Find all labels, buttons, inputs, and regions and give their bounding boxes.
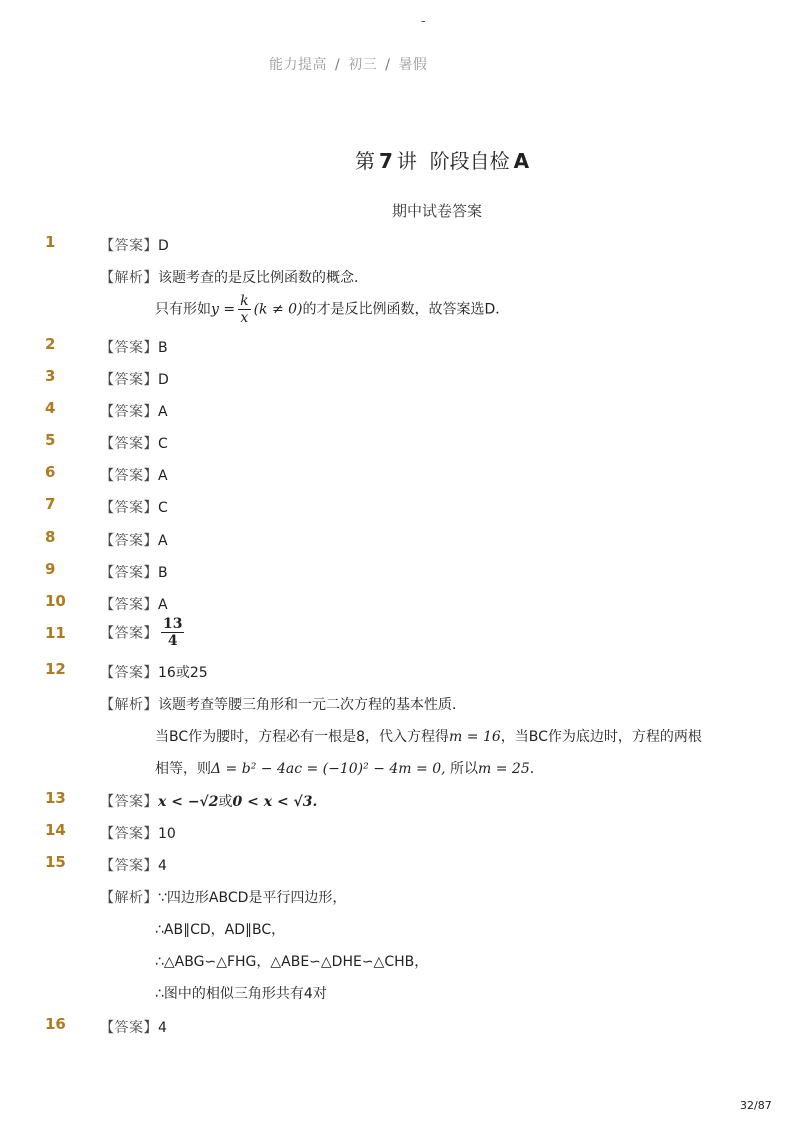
- bracket: 【: [100, 372, 115, 388]
- subtitle: 期中试卷答案: [392, 202, 483, 220]
- title-prefix: 第: [355, 149, 375, 173]
- fraction: [238, 293, 250, 326]
- bracket: 】: [143, 794, 158, 810]
- answer-row: [100, 465, 168, 485]
- answer-tag: [100, 404, 158, 420]
- bracket: 【: [100, 665, 115, 681]
- answer-row: [100, 401, 168, 421]
- answer-row: [100, 594, 168, 614]
- answer-value: D: [158, 238, 169, 254]
- analysis-text: ∵四边形ABCD是平行四边形，: [158, 890, 347, 906]
- bracket: 】: [143, 533, 158, 549]
- breadcrumb-separator: /: [385, 57, 391, 73]
- answer-label: 答案: [114, 625, 144, 642]
- answer-value: D: [158, 372, 169, 388]
- bracket: 】: [143, 468, 158, 484]
- bracket: 】: [143, 697, 158, 713]
- answer-value: 4: [158, 858, 167, 874]
- bracket: 【: [100, 858, 115, 874]
- answer-row: [100, 662, 208, 682]
- bracket: 【: [100, 697, 115, 713]
- bracket: 【: [100, 404, 115, 420]
- analysis-label: 解析: [114, 890, 144, 906]
- analysis-row: [100, 267, 368, 287]
- answer-row: [100, 855, 167, 875]
- text: 的才是反比例函数，故答案选D．: [302, 301, 510, 318]
- answer-row: [100, 337, 168, 357]
- math: m = 16: [449, 729, 501, 745]
- breadcrumb-item: 初三: [348, 57, 378, 73]
- analysis-line: [155, 293, 509, 326]
- answer-value: A: [158, 597, 168, 613]
- answer-tag: [100, 468, 158, 484]
- title-text: 阶段自检: [429, 149, 510, 173]
- text: 或: [218, 794, 233, 810]
- answer-row: [100, 433, 168, 453]
- answer-label: 答案: [114, 500, 144, 516]
- analysis-line: [155, 758, 544, 778]
- bracket: 】: [143, 270, 158, 286]
- answer-tag: [100, 597, 158, 613]
- answer-label: 答案: [114, 238, 144, 254]
- bracket: 【: [100, 1020, 115, 1036]
- bracket: 】: [143, 826, 158, 842]
- bracket: 】: [143, 1020, 158, 1036]
- question-number: 3: [45, 367, 56, 385]
- answer-tag: [100, 533, 158, 549]
- analysis-tag: [100, 697, 158, 713]
- answer-label: 答案: [114, 436, 144, 452]
- question-number: 14: [45, 821, 66, 839]
- frac-denominator: x: [240, 310, 249, 327]
- answer-label: 答案: [114, 826, 144, 842]
- answer-tag: [100, 826, 158, 842]
- math: m = 25: [478, 761, 530, 777]
- answer-label: 答案: [114, 1020, 144, 1036]
- answer-row: [100, 823, 176, 843]
- answer-label: 答案: [114, 565, 144, 581]
- answer-label: 答案: [114, 597, 144, 613]
- answer-label: 答案: [114, 533, 144, 549]
- answer-tag: [100, 565, 158, 581]
- analysis-text: 该题考查等腰三角形和一元二次方程的基本性质．: [158, 697, 466, 713]
- bracket: 【: [100, 625, 115, 642]
- question-number: 7: [45, 495, 56, 513]
- answer-tag: [100, 626, 158, 642]
- answer-value: B: [158, 565, 168, 581]
- text: 当BC作为腰时，方程必有一根是8，代入方程得: [155, 729, 450, 745]
- answer-label: 答案: [114, 404, 144, 420]
- bracket: 【: [100, 238, 115, 254]
- text: 相等，则: [155, 761, 211, 777]
- bracket: 】: [143, 500, 158, 516]
- bracket: 】: [143, 625, 158, 642]
- frac-numerator: 13: [163, 616, 183, 632]
- answer-label: 答案: [114, 468, 144, 484]
- analysis-line: [155, 726, 702, 746]
- answer-value: C: [158, 436, 168, 452]
- bracket: 【: [100, 826, 115, 842]
- bracket: 】: [143, 372, 158, 388]
- answer-value: C: [158, 500, 168, 516]
- question-number: 6: [45, 463, 56, 481]
- math: x < −√2: [158, 794, 219, 810]
- question-number: 16: [45, 1015, 66, 1033]
- question-number: 11: [45, 624, 66, 642]
- answer-row: [100, 530, 168, 550]
- analysis-line: ∴AB∥CD，AD∥BC，: [155, 922, 286, 938]
- answer-row: [100, 235, 169, 255]
- answer-label: 答案: [114, 372, 144, 388]
- answer-value: A: [158, 404, 168, 420]
- bracket: 】: [143, 238, 158, 254]
- answer-tag: [100, 372, 158, 388]
- question-number: 15: [45, 853, 66, 871]
- answer-tag: [100, 794, 158, 810]
- answer-tag: [100, 436, 158, 452]
- text: 只有形如: [155, 301, 211, 318]
- bracket: 【: [100, 533, 115, 549]
- text: ，当BC作为底边时，方程的两根: [500, 729, 702, 745]
- question-number: 9: [45, 560, 56, 578]
- bracket: 【: [100, 468, 115, 484]
- question-number: 2: [45, 335, 56, 353]
- question-number: 4: [45, 399, 56, 417]
- answer-value: 10: [158, 826, 176, 842]
- question-number: 13: [45, 789, 66, 807]
- math: 0 < x < √3.: [232, 794, 318, 810]
- bracket: 【: [100, 500, 115, 516]
- title-suffix: A: [513, 149, 530, 173]
- text: 所以: [445, 761, 479, 777]
- question-number: 10: [45, 592, 66, 610]
- bracket: 【: [100, 597, 115, 613]
- question-number: 12: [45, 660, 66, 678]
- answer-label: 答案: [114, 794, 144, 810]
- question-number: 5: [45, 431, 56, 449]
- answer-label: 答案: [114, 858, 144, 874]
- analysis-label: 解析: [114, 270, 144, 286]
- bracket: 【: [100, 890, 115, 906]
- analysis-tag: [100, 270, 158, 286]
- answer-value: A: [158, 468, 168, 484]
- breadcrumb: [269, 54, 427, 74]
- analysis-text: 该题考查的是反比例函数的概念．: [158, 270, 368, 286]
- answer-tag: [100, 665, 158, 681]
- answer-row: [100, 616, 187, 649]
- page-title: [355, 145, 533, 174]
- bracket: 】: [143, 597, 158, 613]
- answer-value: B: [158, 340, 168, 356]
- math: (k ≠ 0): [253, 301, 303, 318]
- analysis-label: 解析: [114, 697, 144, 713]
- bracket: 】: [143, 565, 158, 581]
- page-number: 32/87: [740, 1099, 772, 1112]
- bracket: 【: [100, 270, 115, 286]
- answer-tag: [100, 500, 158, 516]
- answer-row: [100, 497, 168, 517]
- fraction: [161, 616, 184, 649]
- math: y =: [211, 301, 236, 318]
- analysis-line: ∴△ABG∽△FHG，△ABE∽△DHE∽△CHB，: [155, 954, 429, 970]
- answer-row: [100, 791, 317, 811]
- answer-label: 答案: [114, 340, 144, 356]
- answer-row: [100, 562, 168, 582]
- breadcrumb-item: 能力提高: [269, 57, 327, 73]
- analysis-line: ∴图中的相似三角形共有4对: [155, 986, 327, 1002]
- analysis-row: [100, 694, 466, 714]
- answer-row: [100, 1017, 167, 1037]
- title-number: 7: [379, 149, 393, 173]
- bracket: 】: [143, 890, 158, 906]
- answer-tag: [100, 1020, 158, 1036]
- bracket: 】: [143, 858, 158, 874]
- analysis-tag: [100, 890, 158, 906]
- answer-tag: [100, 858, 158, 874]
- answer-value: 16或25: [158, 665, 208, 681]
- math: Δ = b² − 4ac = (−10)² − 4m = 0,: [211, 761, 446, 777]
- answer-row: [100, 369, 169, 389]
- text: ．: [529, 761, 544, 777]
- breadcrumb-separator: /: [335, 57, 341, 73]
- frac-denominator: 4: [167, 633, 178, 650]
- bracket: 【: [100, 340, 115, 356]
- frac-numerator: k: [240, 293, 249, 309]
- title-mid: 讲: [396, 149, 417, 173]
- top-mark: -: [421, 14, 426, 29]
- answer-value: 4: [158, 1020, 167, 1036]
- answer-tag: [100, 340, 158, 356]
- bracket: 【: [100, 794, 115, 810]
- question-number: 1: [45, 233, 56, 251]
- answer-value: A: [158, 533, 168, 549]
- bracket: 【: [100, 565, 115, 581]
- bracket: 】: [143, 340, 158, 356]
- answer-tag: [100, 238, 158, 254]
- bracket: 【: [100, 436, 115, 452]
- bracket: 】: [143, 436, 158, 452]
- question-number: 8: [45, 528, 56, 546]
- breadcrumb-item: 暑假: [398, 57, 428, 73]
- analysis-row: [100, 887, 346, 907]
- bracket: 】: [143, 665, 158, 681]
- bracket: 】: [143, 404, 158, 420]
- answer-label: 答案: [114, 665, 144, 681]
